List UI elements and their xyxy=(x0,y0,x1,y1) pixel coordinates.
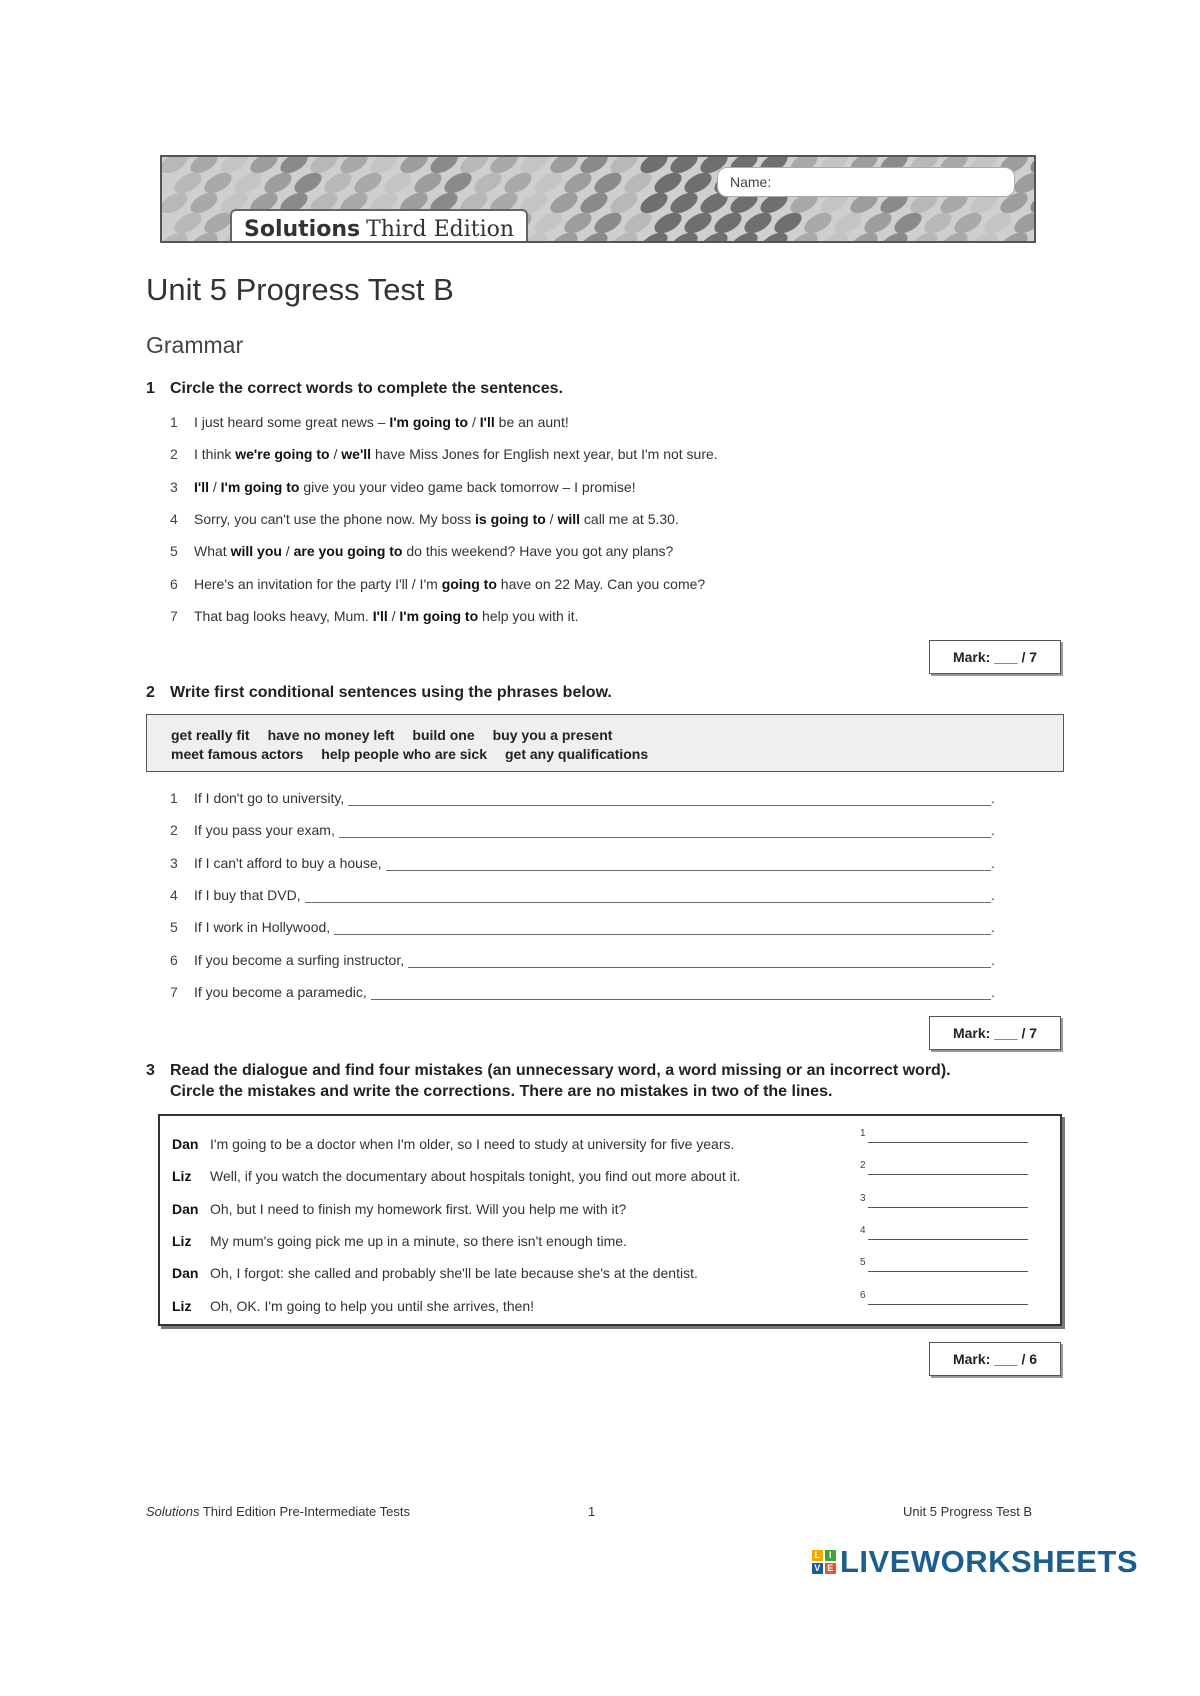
item-text: do this weekend? Have you got any plans? xyxy=(402,543,674,560)
task2-item xyxy=(170,790,995,806)
name-label: Name: xyxy=(730,174,772,190)
answer-line[interactable] xyxy=(371,987,991,1000)
speaker-name: Liz xyxy=(172,1232,192,1249)
item-text: / xyxy=(468,414,480,430)
item-number: 2 xyxy=(170,822,178,839)
item-prompt: If you become a surfing instructor, xyxy=(194,951,405,968)
full-stop: . xyxy=(991,822,995,839)
speaker-name: Dan xyxy=(172,1200,199,1217)
item-prompt: If you become a paramedic, xyxy=(194,983,367,1000)
logo-text: LIVEWORKSHEETS xyxy=(840,1544,1139,1579)
task2-item xyxy=(170,822,995,838)
option-choice[interactable]: going to xyxy=(441,575,497,592)
item-number: 4 xyxy=(170,510,178,527)
correction-line[interactable] xyxy=(868,1207,1028,1208)
item-text: / xyxy=(281,543,294,560)
correction-field[interactable] xyxy=(860,1225,1028,1236)
task2-item xyxy=(170,855,995,871)
full-stop: . xyxy=(991,983,995,1000)
item-prompt: If you pass your exam, xyxy=(194,822,335,839)
correction-number: 2 xyxy=(860,1160,866,1172)
task3-text-2: Circle the mistakes and write the corrections. There are no mistakes in two of the lines. xyxy=(170,1083,833,1100)
item-text: / xyxy=(545,510,558,527)
item-text: I just heard some great news – xyxy=(194,414,390,430)
correction-number: 6 xyxy=(860,1289,866,1301)
answer-line[interactable] xyxy=(339,825,991,838)
phrase: help people who are sick xyxy=(321,746,487,762)
footer-left-rest: Third Edition Pre-Intermediate Tests xyxy=(199,1504,410,1519)
dialogue-text[interactable]: I'm going to be a doctor when I'm older, so I need to study at university for five years. xyxy=(210,1136,735,1152)
task2-text: Write first conditional sentences using the phrases below. xyxy=(170,684,612,701)
logo-tile: I xyxy=(825,1550,836,1561)
phrase: meet famous actors xyxy=(171,746,304,762)
option-choice[interactable]: I'll xyxy=(194,478,209,495)
item-number: 3 xyxy=(170,854,178,871)
task2-instruction xyxy=(146,684,612,702)
speaker-name: Dan xyxy=(172,1265,199,1282)
item-text: That bag looks heavy, Mum. xyxy=(194,607,373,624)
task2-mark: Mark: ___ / 7 xyxy=(952,1025,1038,1041)
item-number: 2 xyxy=(170,446,178,463)
correction-number: 3 xyxy=(860,1192,866,1204)
speaker-name: Dan xyxy=(172,1136,199,1152)
task1-text: Circle the correct words to complete the sentences. xyxy=(170,380,564,397)
item-text: Sorry, you can't use the phone now. My boss xyxy=(194,510,476,527)
phrase: buy you a present xyxy=(492,727,613,743)
task1-item xyxy=(170,576,705,592)
correction-field[interactable] xyxy=(860,1193,1028,1204)
option-choice[interactable]: are you going to xyxy=(293,543,403,560)
phrase: build one xyxy=(412,727,475,743)
phrase: get really fit xyxy=(171,727,250,743)
footer-right: Unit 5 Progress Test B xyxy=(903,1504,1033,1519)
item-text: / xyxy=(329,446,342,463)
page-title: Unit 5 Progress Test B xyxy=(146,272,454,307)
dialogue-text[interactable]: Oh, OK. I'm going to help you until she arrives, then! xyxy=(210,1297,535,1314)
phrase-row-1 xyxy=(171,726,1063,745)
liveworksheets-mark-icon xyxy=(812,1550,836,1574)
item-number: 1 xyxy=(170,414,178,430)
task3-number: 3 xyxy=(146,1062,155,1079)
item-text: have on 22 May. Can you come? xyxy=(496,575,706,592)
task1-item xyxy=(170,608,579,624)
brand-bold: Solutions xyxy=(244,216,361,242)
option-choice[interactable]: is going to xyxy=(475,510,546,527)
correction-field[interactable] xyxy=(860,1128,1028,1139)
correction-field[interactable] xyxy=(860,1160,1028,1171)
item-prompt: If I don't go to university, xyxy=(194,790,345,806)
name-field[interactable] xyxy=(717,167,1015,197)
option-choice[interactable]: I'm going to xyxy=(389,414,469,430)
correction-number: 1 xyxy=(860,1128,866,1139)
item-text: I think xyxy=(194,446,236,463)
task1-mark: Mark: ___ / 7 xyxy=(952,649,1038,665)
phrase: have no money left xyxy=(267,727,395,743)
item-number: 6 xyxy=(170,951,178,968)
correction-line[interactable] xyxy=(868,1239,1028,1240)
item-text: Here's an invitation for the party I'll / I'm xyxy=(194,575,442,592)
brand-logo xyxy=(230,209,528,243)
item-number: 5 xyxy=(170,919,178,936)
item-text: / xyxy=(387,607,400,624)
speaker-name: Liz xyxy=(172,1297,192,1314)
footer-left xyxy=(146,1504,410,1519)
item-number: 7 xyxy=(170,607,178,624)
option-choice[interactable]: I'm going to xyxy=(399,607,479,624)
correction-line[interactable] xyxy=(868,1142,1028,1143)
dialogue-text[interactable]: Oh, but I need to finish my homework first. Will you help me with it? xyxy=(210,1200,627,1217)
task1-item xyxy=(170,479,636,495)
task2-item xyxy=(170,952,995,968)
item-text: give you your video game back tomorrow – I promise! xyxy=(299,478,636,495)
dialogue-text[interactable]: Oh, I forgot: she called and probably she'll be late because she's at the dentist. xyxy=(210,1265,698,1282)
full-stop: . xyxy=(991,854,995,871)
task1-mark-box[interactable] xyxy=(929,640,1061,674)
task3-mark-box[interactable] xyxy=(929,1342,1061,1376)
correction-line[interactable] xyxy=(868,1271,1028,1272)
item-text: have Miss Jones for English next year, but I'm not sure. xyxy=(371,446,718,463)
section-title: Grammar xyxy=(146,332,244,358)
answer-line[interactable] xyxy=(305,890,992,903)
correction-number: 5 xyxy=(860,1257,866,1269)
item-text: What xyxy=(194,543,231,560)
item-text: call me at 5.30. xyxy=(580,510,679,527)
task3-instruction xyxy=(146,1060,1106,1102)
dialogue-box xyxy=(158,1114,1062,1326)
item-number: 4 xyxy=(170,886,178,903)
footer-left-italic: Solutions xyxy=(146,1504,200,1519)
item-text: help you with it. xyxy=(478,607,579,624)
task3-text-1: Read the dialogue and find four mistakes (an unnecessary word, a word missing or an incorrect word). xyxy=(170,1062,951,1079)
dialogue-line xyxy=(172,1298,534,1314)
logo-tile: L xyxy=(812,1550,823,1561)
item-number: 5 xyxy=(170,543,178,560)
item-prompt: If I buy that DVD, xyxy=(194,886,301,903)
item-number: 7 xyxy=(170,983,178,1000)
option-choice[interactable]: will xyxy=(557,510,581,527)
option-choice[interactable]: I'm going to xyxy=(220,478,300,495)
task2-number: 2 xyxy=(146,684,155,701)
full-stop: . xyxy=(991,951,995,968)
task1-item xyxy=(170,543,673,559)
full-stop: . xyxy=(991,886,995,903)
item-prompt: If I can't afford to buy a house, xyxy=(194,854,382,871)
option-choice[interactable]: I'll xyxy=(479,414,495,430)
phrase: get any qualifications xyxy=(505,746,649,762)
dialogue-line xyxy=(172,1136,734,1152)
item-text: be an aunt! xyxy=(494,414,569,430)
task2-item xyxy=(170,919,995,935)
dialogue-line xyxy=(172,1201,626,1217)
task3-mark: Mark: ___ / 6 xyxy=(952,1351,1038,1367)
task1-instruction xyxy=(146,380,563,398)
item-prompt: If I work in Hollywood, xyxy=(194,919,331,936)
option-choice[interactable]: we'll xyxy=(341,446,372,463)
answer-line[interactable] xyxy=(348,793,991,806)
pattern-ellipse xyxy=(1027,189,1036,218)
option-choice[interactable]: we're going to xyxy=(235,446,330,463)
option-choice[interactable]: I'll xyxy=(372,607,388,624)
item-text: / xyxy=(209,478,221,495)
answer-line[interactable] xyxy=(334,922,991,935)
task2-item xyxy=(170,984,995,1000)
correction-number: 4 xyxy=(860,1224,866,1236)
brand-light: Third Edition xyxy=(366,216,515,242)
correction-line[interactable] xyxy=(868,1174,1028,1175)
option-choice[interactable]: will you xyxy=(230,543,282,560)
answer-line[interactable] xyxy=(408,955,991,968)
header-banner xyxy=(160,155,1036,243)
task2-mark-box[interactable] xyxy=(929,1016,1061,1050)
dialogue-line xyxy=(172,1233,627,1249)
dialogue-line xyxy=(172,1265,698,1281)
task1-item xyxy=(170,446,718,462)
task1-item xyxy=(170,511,679,527)
footer-page-number: 1 xyxy=(588,1504,596,1519)
dialogue-text[interactable]: Well, if you watch the documentary about hospitals tonight, you find out more about it. xyxy=(210,1168,741,1185)
item-number: 3 xyxy=(170,478,178,495)
full-stop: . xyxy=(991,919,995,936)
phrase-box xyxy=(146,714,1064,772)
pattern-ellipse xyxy=(1011,209,1036,238)
speaker-name: Liz xyxy=(172,1168,192,1185)
phrase-row-2 xyxy=(171,745,1063,764)
answer-line[interactable] xyxy=(386,858,991,871)
logo-tile: V xyxy=(812,1563,823,1574)
task1-number: 1 xyxy=(146,380,155,397)
correction-field[interactable] xyxy=(860,1257,1028,1268)
item-number: 1 xyxy=(170,790,178,806)
dialogue-line xyxy=(172,1168,741,1184)
dialogue-text[interactable]: My mum's going pick me up in a minute, so there isn't enough time. xyxy=(210,1232,627,1249)
item-number: 6 xyxy=(170,575,178,592)
pattern-ellipse xyxy=(162,157,191,177)
full-stop: . xyxy=(991,790,995,806)
logo-tile: E xyxy=(825,1563,836,1574)
task1-item xyxy=(170,414,569,430)
liveworksheets-logo[interactable] xyxy=(812,1544,1138,1580)
pattern-ellipse xyxy=(162,189,191,218)
task2-item xyxy=(170,887,995,903)
correction-line[interactable] xyxy=(868,1304,1028,1305)
correction-field[interactable] xyxy=(860,1290,1028,1301)
